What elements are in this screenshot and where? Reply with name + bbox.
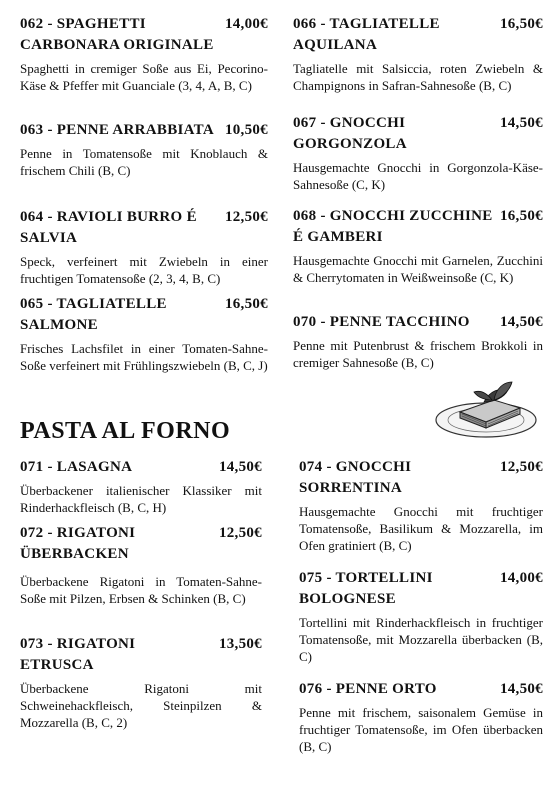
menu-item-076	[299, 679, 543, 755]
menu-item-066	[293, 14, 543, 94]
item-name: 065 - TAGLIATELLE SALMONE	[20, 296, 167, 333]
item-description: Tagliatelle mit Salsiccia, roten Zwiebeln & Champignons in Safran-Sahnesoße (B, C)	[293, 61, 543, 93]
item-name: 067 - GNOCCHI GORGONZOLA	[293, 115, 407, 152]
item-description: Überbackene Rigatoni in Tomaten-Sahne-Soße mit Pilzen, Erbsen & Schinken (B, C)	[20, 574, 262, 606]
menu-item-067	[293, 113, 543, 193]
item-name: 071 - LASAGNA	[20, 459, 133, 475]
item-description: Hausgemachte Gnocchi mit fruchtiger Tomatensoße, Basilikum & Mozzarella, im Ofen gratiniert (B, C)	[299, 504, 543, 553]
item-description: Penne mit frischem, saisonalem Gemüse in fruchtiger Tomatensoße, im Ofen überbacken (B, C)	[299, 705, 543, 754]
item-name: 062 - SPAGHETTI CARBONARA ORIGINALE	[20, 16, 214, 53]
item-price: 14,00€	[499, 570, 543, 586]
item-price: 10,50€	[224, 122, 268, 138]
item-price: 13,50€	[218, 636, 262, 652]
item-price: 14,50€	[499, 115, 543, 131]
item-description: Frisches Lachsfilet in einer Tomaten-Sahne-Soße verfeinert mit Frühlingszwiebeln (B, C, J)	[20, 341, 268, 373]
item-price: 14,00€	[224, 16, 268, 32]
item-description: Überbackene Rigatoni mit Schweinehackfleisch, Steinpilzen & Mozzarella (B, C, 2)	[20, 681, 262, 730]
menu-item-074	[299, 457, 543, 554]
item-price: 12,50€	[218, 525, 262, 541]
item-name: 066 - TAGLIATELLE AQUILANA	[293, 16, 440, 53]
item-description: Speck, verfeinert mit Zwiebeln in einer fruchtigen Tomatensoße (2, 3, 4, B, C)	[20, 254, 268, 286]
item-description: Hausgemachte Gnocchi mit Garnelen, Zucchini & Cherrytomaten in Weißweinsoße (C, K)	[293, 253, 543, 285]
item-description: Hausgemachte Gnocchi in Gorgonzola-Käse-Sahnesoße (C, K)	[293, 160, 543, 192]
item-price: 12,50€	[224, 209, 268, 225]
item-price: 16,50€	[499, 208, 543, 224]
item-price: 14,50€	[499, 314, 543, 330]
menu-item-062	[20, 14, 268, 94]
menu-item-063	[20, 120, 268, 179]
menu-item-064	[20, 207, 268, 287]
menu-item-068	[293, 206, 543, 286]
item-name: 064 - RAVIOLI BURRO É SALVIA	[20, 209, 197, 246]
item-name: 075 - TORTELLINI BOLOGNESE	[299, 570, 433, 607]
item-price: 14,50€	[218, 459, 262, 475]
item-price: 12,50€	[499, 459, 543, 475]
item-description: Penne in Tomatensoße mit Knoblauch & frischem Chili (B, C)	[20, 146, 268, 178]
item-price: 16,50€	[499, 16, 543, 32]
item-name: 072 - RIGATONI ÜBERBACKEN	[20, 525, 136, 562]
menu-item-070	[293, 312, 543, 371]
menu-item-075	[299, 568, 543, 665]
item-description: Penne mit Putenbrust & frischem Brokkoli in cremiger Sahnesoße (B, C)	[293, 338, 543, 370]
lasagna-plate-icon	[434, 376, 544, 440]
item-description: Überbackener italienischer Klassiker mit Rinderhackfleisch (B, C, H)	[20, 483, 262, 515]
item-name: 074 - GNOCCHI SORRENTINA	[299, 459, 412, 496]
item-description: Tortellini mit Rinderhackfleisch in fruchtiger Tomatensoße, mit Mozzarella überbacken (B, C)	[299, 615, 543, 664]
item-name: 073 - RIGATONI ETRUSCA	[20, 636, 136, 673]
item-name: 070 - PENNE TACCHINO	[293, 314, 470, 330]
item-description: Spaghetti in cremiger Soße aus Ei, Pecorino-Käse & Pfeffer mit Guanciale (3, 4, A, B, C)	[20, 61, 268, 93]
item-name: 063 - PENNE ARRABBIATA	[20, 122, 214, 138]
section-title: PASTA AL FORNO	[20, 418, 231, 444]
item-price: 14,50€	[499, 681, 543, 697]
item-name: 068 - GNOCCHI ZUCCHINE É GAMBERI	[293, 208, 493, 245]
menu-item-065	[20, 294, 268, 374]
menu-item-072	[20, 523, 262, 607]
menu-item-073	[20, 634, 262, 731]
item-price: 16,50€	[224, 296, 268, 312]
menu-item-071	[20, 457, 262, 516]
item-name: 076 - PENNE ORTO	[299, 681, 437, 697]
